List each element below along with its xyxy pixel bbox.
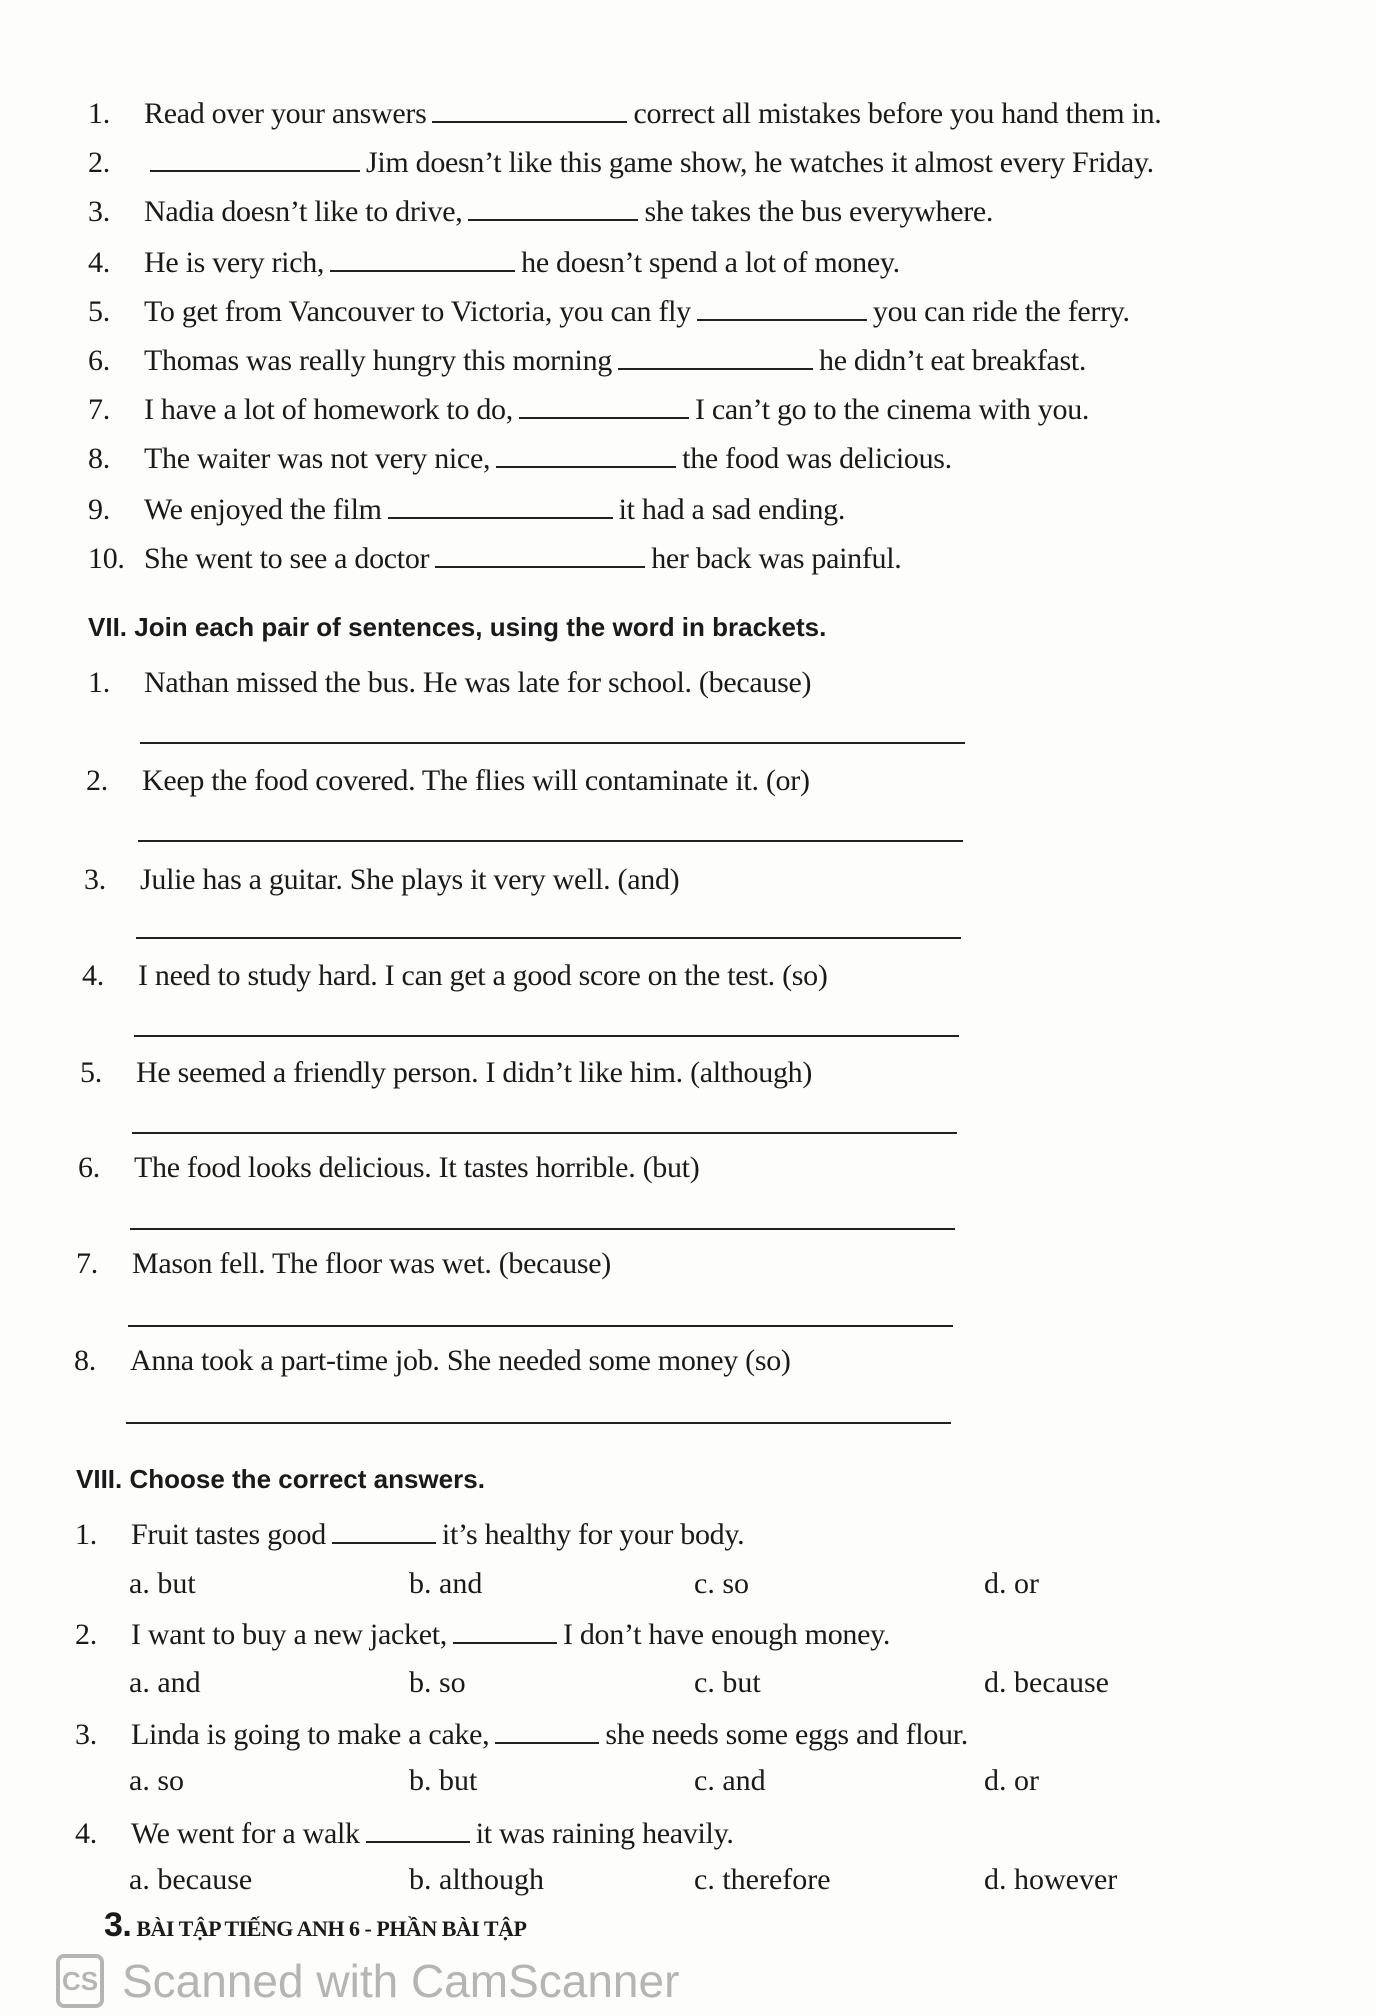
answer-blank[interactable] [435,542,645,568]
answer-blank[interactable] [519,393,689,419]
sentence-item [88,492,845,528]
answer-option[interactable]: c. therefore [694,1863,831,1896]
question-start: Linda is going to make a cake, [131,1718,490,1751]
sentence-item [88,441,952,477]
answer-option[interactable]: a. so [129,1764,184,1797]
sentence-end: she takes the bus everywhere. [644,195,994,228]
sentence-item [88,96,1161,132]
question-end: it’s healthy for your body. [441,1518,745,1551]
join-item [80,1055,812,1091]
question-item [75,1816,734,1852]
answer-line[interactable] [132,1132,957,1134]
sentence-item [88,294,1130,330]
sentence-pair: Mason fell. The floor was wet. (because) [132,1247,611,1280]
sentence-item [88,245,900,281]
answer-option[interactable]: d. however [984,1863,1118,1896]
item-number: 5. [80,1056,102,1089]
answer-blank[interactable] [697,295,867,321]
answer-blank[interactable] [453,1618,557,1644]
part8-heading: VIII. Choose the correct answers. [76,1464,485,1494]
answer-blank[interactable] [388,493,613,519]
item-number: 2. [86,764,108,797]
item-number: 7. [88,393,110,426]
sentence-end: you can ride the ferry. [872,295,1130,328]
item-number: 1. [88,97,110,130]
join-item [76,1246,611,1282]
sentence-pair: Anna took a part-time job. She needed some money (so) [130,1344,791,1377]
sentence-end: he doesn’t spend a lot of money. [521,246,900,279]
question-end: I don’t have enough money. [562,1618,891,1651]
sentence-start: We enjoyed the film [144,493,382,526]
item-number: 1. [75,1518,97,1551]
sentence-item [88,343,1086,379]
sentence-end: Jim doesn’t like this game show, he watches it almost every Friday. [366,146,1154,179]
camscanner-logo-icon: CS [56,1954,104,2008]
answer-option[interactable]: d. because [984,1666,1109,1699]
item-number: 2. [88,146,110,179]
answer-line[interactable] [138,840,963,842]
item-number: 4. [88,246,110,279]
answer-option[interactable]: c. so [694,1567,749,1600]
answer-line[interactable] [128,1325,953,1327]
sentence-end: correct all mistakes before you hand them in. [633,97,1162,130]
sentence-end: it had a sad ending. [618,493,846,526]
answer-option[interactable]: d. or [984,1764,1039,1797]
item-number: 8. [74,1344,96,1377]
answer-blank[interactable] [468,195,638,221]
join-item [88,665,811,701]
join-item [84,862,679,898]
item-number: 10. [88,542,125,575]
join-item [82,958,828,994]
answer-option[interactable]: a. but [129,1567,196,1600]
sentence-item [88,145,1154,181]
sentence-end: her back was painful. [651,542,902,575]
question-item [75,1617,890,1653]
sentence-pair: The food looks delicious. It tastes horrible. (but) [134,1151,700,1184]
answer-blank[interactable] [150,146,360,172]
sentence-start: She went to see a doctor [144,542,430,575]
sentence-start: He is very rich, [144,246,325,279]
sentence-end: he didn’t eat breakfast. [819,344,1087,377]
item-number: 8. [88,442,110,475]
page-footer [104,1908,526,1946]
item-number: 6. [78,1151,100,1184]
answer-option[interactable]: d. or [984,1567,1039,1600]
answer-blank[interactable] [496,442,676,468]
sentence-end: I can’t go to the cinema with you. [694,393,1090,426]
item-number: 1. [88,666,110,699]
question-item [75,1517,744,1553]
item-number: 9. [88,493,110,526]
sentence-start: Thomas was really hungry this morning [144,344,612,377]
item-number: 7. [76,1247,98,1280]
answer-option[interactable]: a. because [129,1863,253,1896]
sentence-item [88,541,902,577]
sentence-start: The waiter was not very nice, [144,442,491,475]
sentence-end: the food was delicious. [682,442,952,475]
camscanner-watermark [56,1952,679,2010]
sentence-item [88,194,993,230]
answer-blank[interactable] [330,246,515,272]
question-start: We went for a walk [131,1817,360,1850]
watermark-text: Scanned with CamScanner [122,1955,680,2007]
item-number: 3. [75,1718,97,1751]
answer-line[interactable] [134,1035,959,1037]
part7-heading: VII. Join each pair of sentences, using the word in brackets. [88,612,827,642]
book-title: BÀI TẬP TIẾNG ANH 6 - PHẦN BÀI TẬP [136,1916,527,1941]
item-number: 3. [88,195,110,228]
answer-line[interactable] [140,742,965,744]
item-number: 4. [75,1817,97,1850]
answer-option[interactable]: b. and [409,1567,483,1600]
question-end: she needs some eggs and flour. [605,1718,968,1751]
join-item [78,1150,699,1186]
answer-blank[interactable] [366,1817,470,1843]
page-number: 3. [104,1906,132,1944]
answer-line[interactable] [130,1228,955,1230]
join-item [74,1343,791,1379]
join-item [86,763,810,799]
answer-blank[interactable] [495,1718,599,1744]
question-item [75,1717,968,1753]
sentence-pair: Nathan missed the bus. He was late for school. (because) [144,666,812,699]
question-end: it was raining heavily. [475,1817,734,1850]
answer-line[interactable] [126,1422,951,1424]
question-start: Fruit tastes good [131,1518,326,1551]
sentence-start: Read over your answers [144,97,427,130]
answer-option[interactable]: b. so [409,1666,466,1699]
answer-option[interactable]: a. and [129,1666,201,1699]
item-number: 3. [84,863,106,896]
sentence-pair: Julie has a guitar. She plays it very well. (and) [140,863,680,896]
sentence-item [88,392,1089,428]
sentence-start: To get from Vancouver to Victoria, you can fly [144,295,691,328]
answer-option[interactable]: c. and [694,1764,766,1797]
answer-line[interactable] [136,937,961,939]
answer-blank[interactable] [618,344,813,370]
sentence-pair: I need to study hard. I can get a good score on the test. (so) [138,959,828,992]
item-number: 6. [88,344,110,377]
answer-blank[interactable] [332,1518,436,1544]
sentence-pair: Keep the food covered. The flies will contaminate it. (or) [142,764,810,797]
answer-option[interactable]: b. but [409,1764,478,1797]
item-number: 5. [88,295,110,328]
item-number: 4. [82,959,104,992]
sentence-pair: He seemed a friendly person. I didn’t like him. (although) [136,1056,813,1089]
answer-option[interactable]: c. but [694,1666,761,1699]
answer-blank[interactable] [432,97,627,123]
item-number: 2. [75,1618,97,1651]
sentence-start: Nadia doesn’t like to drive, [144,195,463,228]
question-start: I want to buy a new jacket, [131,1618,447,1651]
sentence-start: I have a lot of homework to do, [144,393,513,426]
answer-option[interactable]: b. although [409,1863,544,1896]
